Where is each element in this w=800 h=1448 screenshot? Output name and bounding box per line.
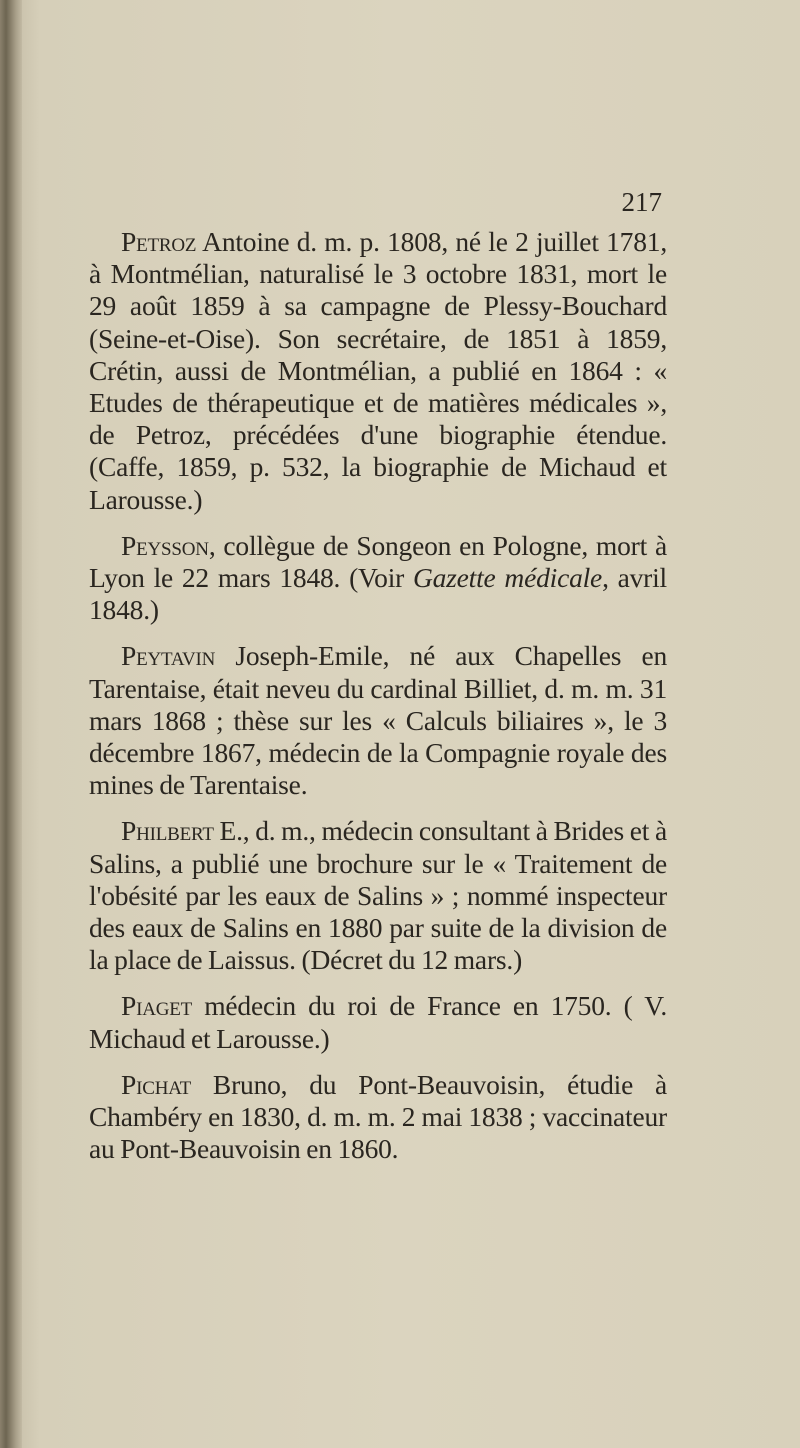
entry-text: Antoine d. m. p. 1808, né le 2 juillet 1781, à Montmélian, naturalisé le 3 octobre 1831, mort le 29 août 1859 à sa campagne de Plessy-Bouchard (Seine-et-Oise). Son secrétaire, de 1851 à 1859, Crétin, aussi de Montmélian, a publié en 1864 : « Etudes de thérapeutique et de matières médicales », de Petroz, précédées d'une biographie étendue. (Caffe, 1859, p. 532, la biographie de Michaud et Larousse.)	[89, 226, 667, 515]
entry-name: Philbert	[121, 815, 214, 847]
entry-text: E., d. m., médecin consultant à Brides et à Salins, a publié une brochure sur le « Traitement de l'obésité par les eaux de Salins » ; nommé inspecteur des eaux de Salins en 1880 par suite de la division de la place de Laissus. (Décret du 12 mars.)	[89, 815, 667, 976]
entry-name: Petroz	[121, 226, 197, 257]
entry-text: , avril 1848.)	[89, 562, 668, 626]
entry-philbert	[89, 815, 667, 976]
entry-name: Peysson	[121, 529, 209, 561]
text-block	[89, 226, 667, 1179]
entry-name: Pichat	[121, 1068, 192, 1100]
entry-peysson	[89, 530, 667, 627]
entry-peytavin	[89, 640, 667, 801]
entry-text: médecin du roi de France en 1750. ( V. Michaud et Larousse.)	[89, 990, 667, 1054]
book-spine-edge	[0, 0, 22, 1448]
entry-pichat	[89, 1069, 667, 1166]
page-number: 217	[621, 187, 662, 217]
entry-piaget	[89, 990, 667, 1054]
entry-text: Joseph-Emile, né aux Chapelles en Tarentaise, était neveu du cardinal Billiet, d. m. m. 31 mars 1868 ; thèse sur les « Calculs biliaires », le 3 décembre 1867, médecin de la Compagnie royale des mines de Tarentaise.	[89, 640, 667, 801]
journal-title: Gazette médicale	[412, 562, 603, 594]
entry-text: Bruno, du Pont-Beauvoisin, étudie à Chambéry en 1830, d. m. m. 2 mai 1838 ; vaccinateur au Pont-Beauvoisin en 1860.	[89, 1068, 667, 1165]
entry-text: , collègue de Songeon en Pologne, mort à Lyon le 22 mars 1848. (Voir	[89, 529, 667, 594]
entry-name: Peytavin	[121, 640, 216, 672]
entry-name: Piaget	[121, 990, 193, 1022]
entry-petroz	[89, 226, 667, 516]
